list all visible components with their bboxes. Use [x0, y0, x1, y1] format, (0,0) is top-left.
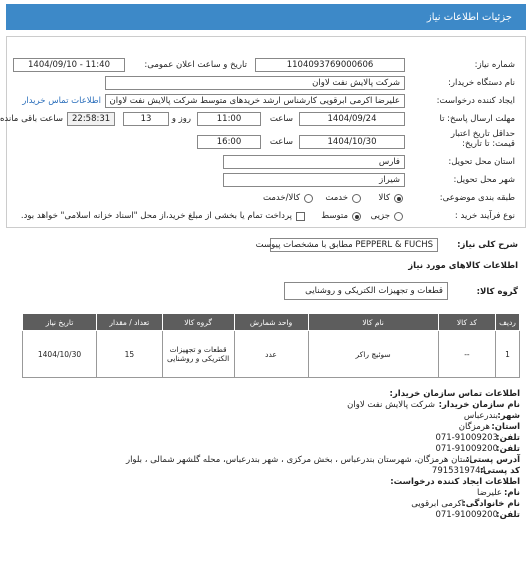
process-option-minor: جزیی — [370, 211, 390, 221]
remaining-time-field: 22:58:31 — [67, 112, 115, 126]
buyer-contact-link[interactable]: اطلاعات تماس خریدار — [22, 96, 101, 106]
page-title: جزئیات اطلاعات نیاز — [426, 11, 512, 23]
contact-province-label: استان: — [491, 422, 520, 432]
need-number-label: شماره نیاز: — [474, 60, 515, 70]
announce-label: تاریخ و ساعت اعلان عمومی: — [144, 60, 247, 70]
cell-qty: 15 — [97, 331, 163, 378]
goods-table-header — [23, 314, 520, 331]
contact-province: هرمزگان — [458, 422, 490, 432]
contact-fax-label: تلفن: — [496, 444, 520, 454]
deadline-time-field[interactable]: 11:00 — [197, 112, 261, 126]
contact-postal: 7915319744 — [431, 466, 486, 476]
creator-info-title: اطلاعات ایجاد کننده درخواست: — [390, 477, 520, 487]
contact-buyer-name: شرکت پالایش نفت لاوان — [347, 400, 435, 410]
goods-table — [22, 313, 520, 378]
creator-first-name-label: نام: — [503, 488, 520, 498]
contact-buyer-name-label: نام سازمان خریدار: — [438, 400, 520, 410]
description-label: شرح کلی نیاز: — [457, 240, 518, 250]
cell-code: -- — [438, 331, 495, 378]
category-option-goods: کالا — [378, 193, 390, 203]
col-date: تاریخ نیاز — [23, 314, 97, 331]
col-code: کد کالا — [438, 314, 495, 331]
col-unit: واحد شمارش — [234, 314, 308, 331]
col-group: گروه کالا — [162, 314, 234, 331]
validity-label-2: قیمت: تا تاریخ: — [462, 139, 515, 149]
days-label: روز و — [171, 114, 191, 124]
creator-first-name: علیرضا — [477, 488, 502, 498]
process-radio-medium[interactable] — [352, 212, 361, 221]
contact-phone-label: تلفن: — [496, 433, 520, 443]
days-field[interactable]: 13 — [123, 112, 169, 126]
treasury-payment-checkbox[interactable] — [296, 212, 305, 221]
contact-fax: 071-91009200 — [435, 444, 498, 454]
goods-group-label: گروه کالا: — [476, 287, 518, 297]
validity-time-field[interactable]: 16:00 — [197, 135, 261, 149]
announce-field[interactable]: 1404/09/10 - 11:40 — [13, 58, 125, 72]
cell-group: قطعات و تجهیزات الکتریکی و روشنایی — [162, 331, 234, 378]
description-value: PEPPERL & FUCHS مطابق با مشخصات پیوست — [255, 240, 433, 250]
process-radio-minor[interactable] — [394, 212, 403, 221]
creator-last-name-label: نام خانوادگی: — [462, 499, 520, 509]
payment-note: پرداخت تمام یا بخشی از مبلغ خرید،از محل "اسناد خزانه اسلامی" خواهد بود. — [20, 211, 292, 221]
col-name: نام کالا — [308, 314, 438, 331]
buyer-org-field[interactable]: شرکت پالایش نفت لاوان — [105, 76, 405, 90]
validity-label-1: حداقل تاریخ اعتبار — [450, 129, 515, 139]
contact-city-label: شهر: — [497, 411, 520, 421]
city-label: شهر محل تحویل: — [453, 175, 515, 185]
category-radio-goods[interactable] — [394, 194, 403, 203]
category-radio-service[interactable] — [352, 194, 361, 203]
goods-section-title: اطلاعات کالاهای مورد نیاز — [408, 261, 518, 271]
validity-date-field[interactable]: 1404/10/30 — [299, 135, 405, 149]
deadline-label: مهلت ارسال پاسخ: تا — [439, 114, 515, 124]
contact-title: اطلاعات تماس سازمان خریدار: — [389, 389, 520, 399]
creator-last-name: اکرمی ابرقویی — [411, 499, 464, 509]
category-option-service: خدمت — [325, 193, 348, 203]
contact-phone: 071-91009203 — [435, 433, 498, 443]
contact-city: بندرعباس — [463, 411, 498, 421]
contact-address: استان هرمزگان، شهرستان بندرعباس ، بخش مرکزی ، شهر بندرعباس، محله گلشهر شمالی ، بلوار — [125, 455, 472, 465]
col-row: ردیف — [496, 314, 520, 331]
validity-time-label: ساعت — [269, 137, 293, 147]
category-radio-goods-service[interactable] — [304, 194, 313, 203]
creator-phone-label: تلفن: — [496, 510, 520, 520]
deadline-date-field[interactable]: 1404/09/24 — [299, 112, 405, 126]
goods-group-field[interactable]: قطعات و تجهیزات الکتریکی و روشنایی — [284, 282, 448, 300]
deadline-time-label: ساعت — [269, 114, 293, 124]
page-header — [6, 4, 526, 30]
creator-field[interactable]: علیرضا اکرمی ابرقویی کارشناس ارشد خریدهای متوسط شرکت پالایش نفت لاوان — [105, 94, 405, 108]
cell-name: سوئیچ راکر — [308, 331, 438, 378]
cell-row: 1 — [496, 331, 520, 378]
remaining-label: ساعت باقی مانده — [0, 114, 63, 124]
creator-phone: 071-91009200 — [435, 510, 498, 520]
need-details-panel — [0, 36, 526, 228]
process-label: نوع فرآیند خرید : — [454, 211, 515, 221]
need-number-field[interactable]: 1104093769000606 — [255, 58, 405, 72]
cell-unit: عدد — [234, 331, 308, 378]
contact-address-label: آدرس پستی: — [465, 455, 520, 465]
city-field[interactable]: شیراز — [223, 173, 405, 187]
creator-label: ایجاد کننده درخواست: — [436, 96, 515, 106]
col-qty: تعداد / مقدار — [97, 314, 163, 331]
description-field — [255, 238, 438, 252]
province-field[interactable]: فارس — [223, 155, 405, 169]
cell-date: 1404/10/30 — [23, 331, 97, 378]
table-row[interactable] — [23, 331, 520, 378]
category-label: طبقه بندی موضوعی: — [439, 193, 515, 203]
category-option-goods-service: کالا/خدمت — [263, 193, 300, 203]
buyer-org-label: نام دستگاه خریدار: — [448, 78, 515, 88]
contact-postal-label: کد پستی: — [479, 466, 520, 476]
process-option-medium: متوسط — [321, 211, 348, 221]
province-label: استان محل تحویل: — [448, 157, 515, 167]
